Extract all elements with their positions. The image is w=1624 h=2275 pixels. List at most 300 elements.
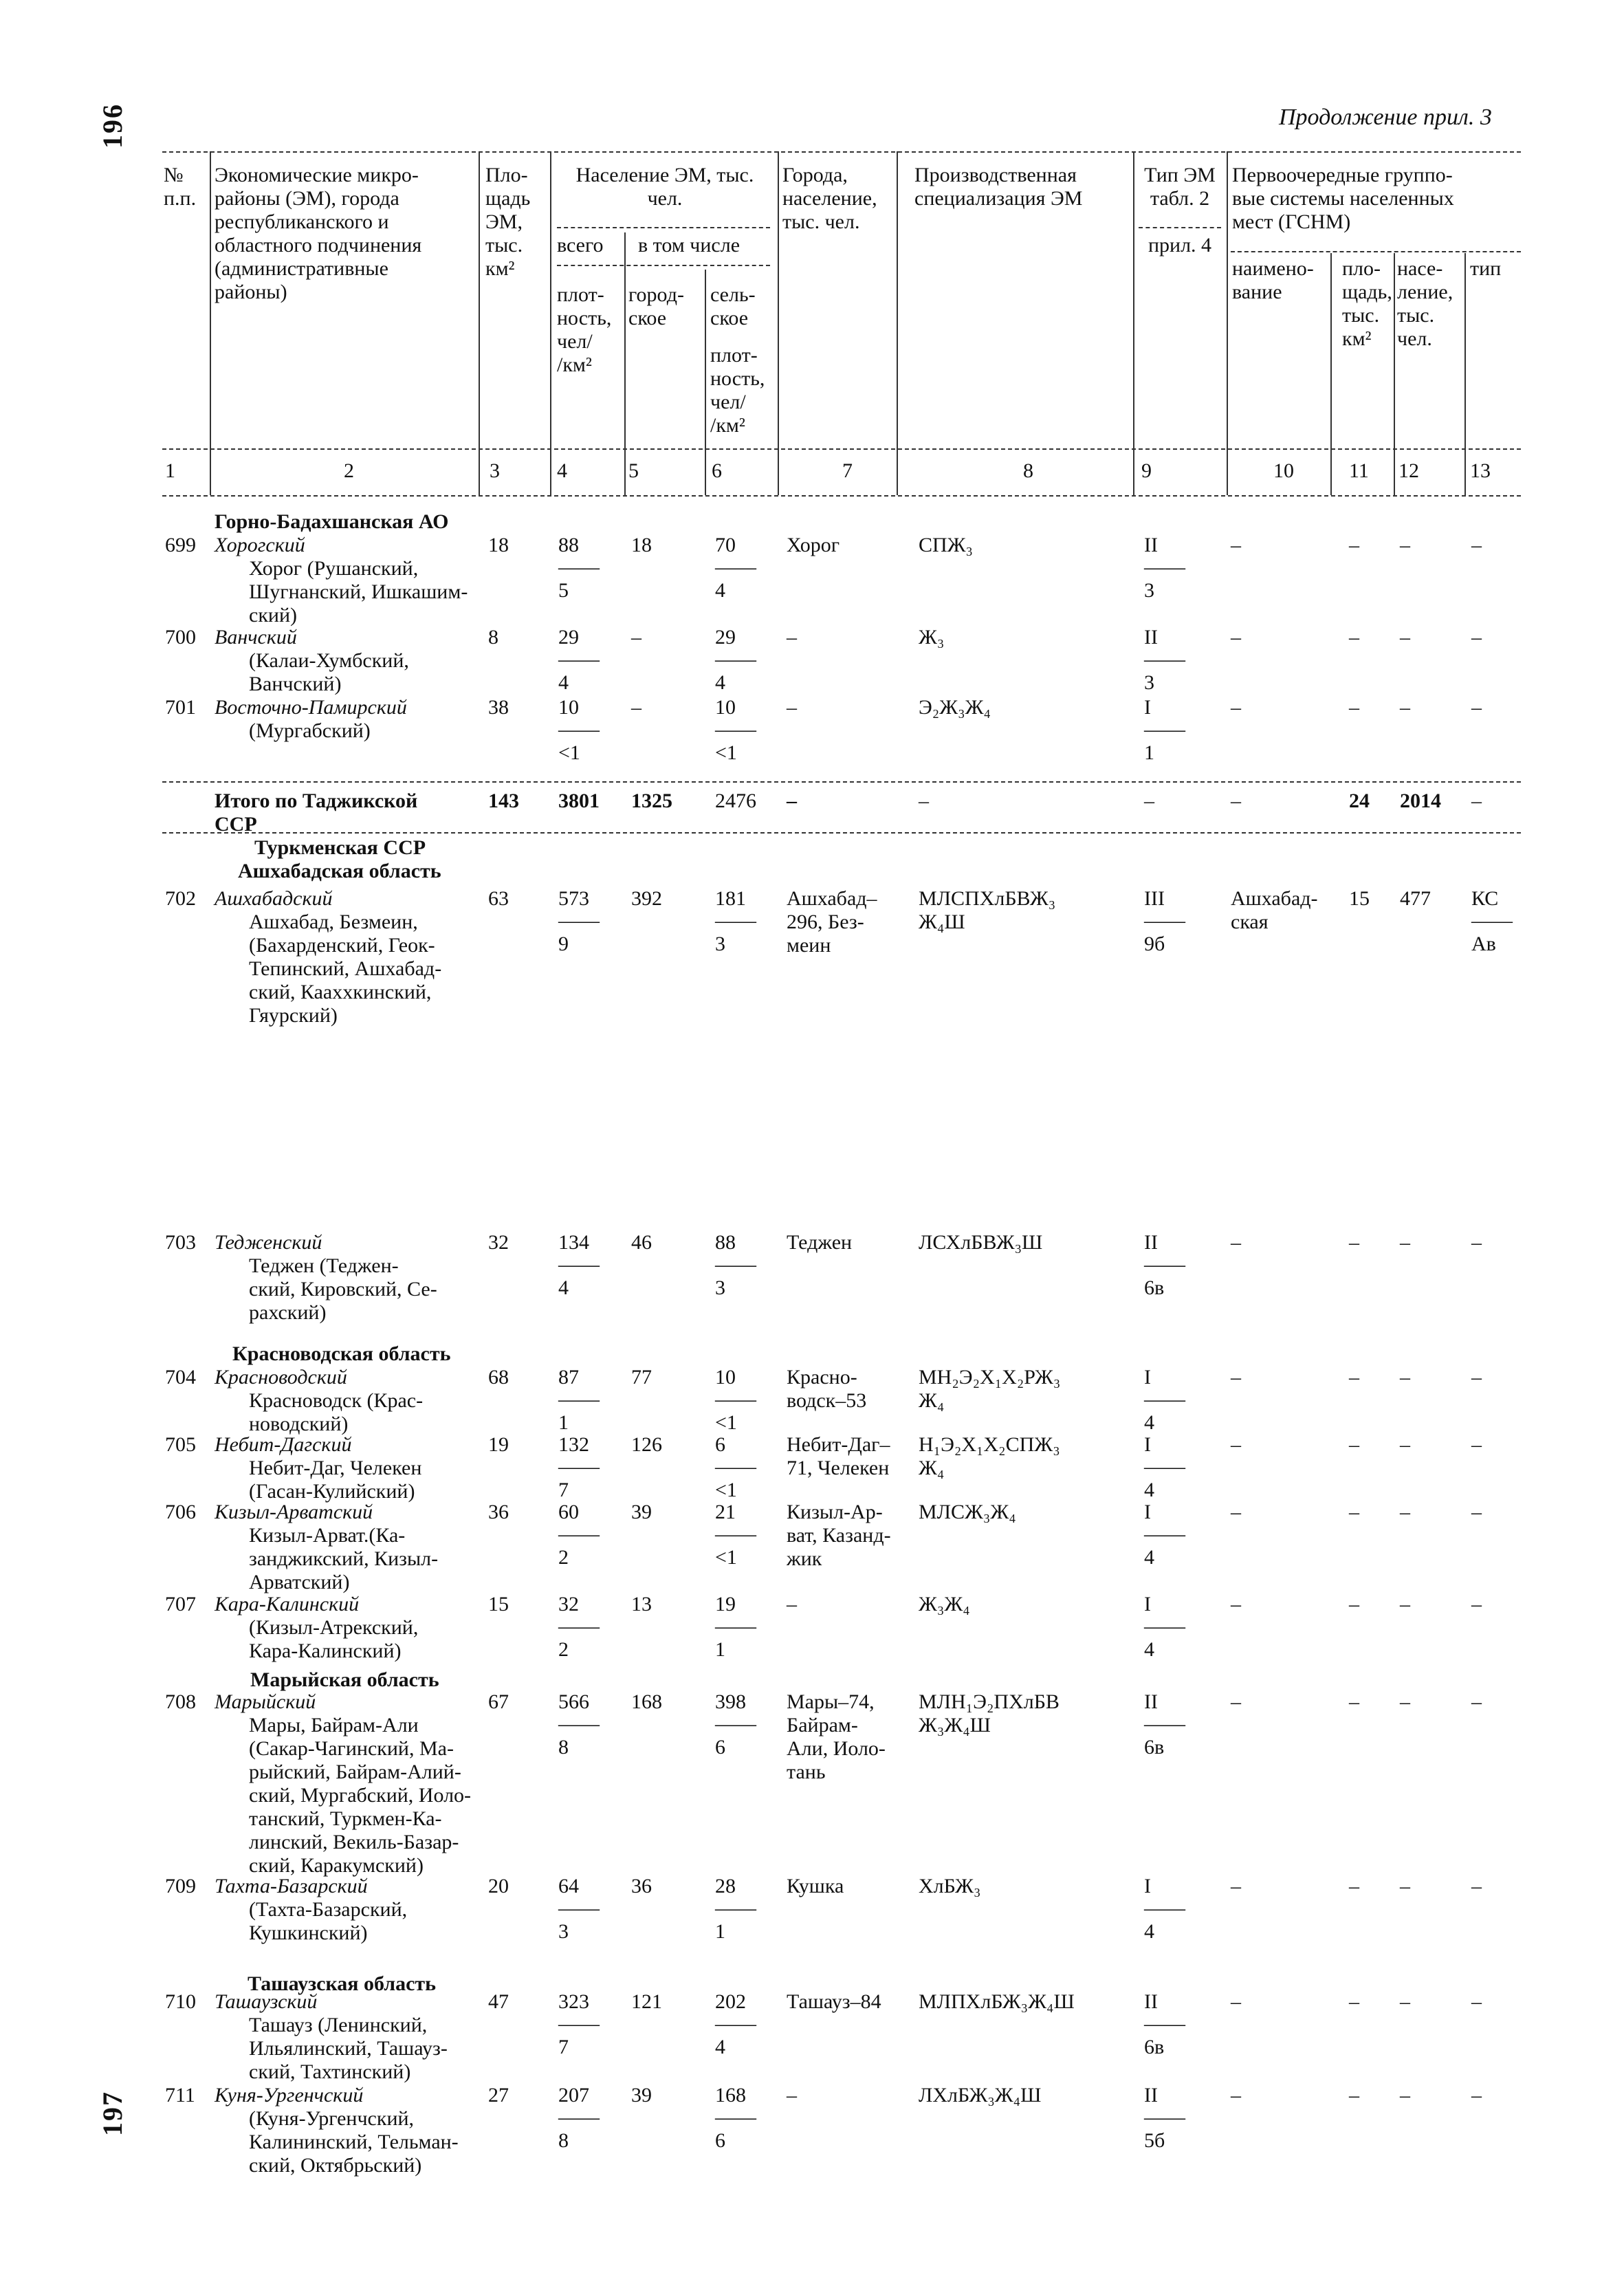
row-rural-density: 1 — [715, 1920, 725, 1943]
colnum: 2 — [344, 459, 354, 482]
row-rural-density: 4 — [715, 671, 725, 694]
row-gsnm-area: – — [1349, 1366, 1359, 1389]
row-total-density: 9 — [558, 933, 569, 955]
row-region-name: Кизыл-Арватский — [215, 1501, 373, 1523]
row-rural-density: <1 — [715, 1546, 737, 1569]
row-total-fraction-bar: —— — [558, 1523, 600, 1545]
row-cities: Ашхабад– 296, Без- меин — [787, 887, 877, 957]
row-urban: 36 — [631, 1875, 652, 1897]
row-region-detail: Теджен (Теджен- ский, Кировский, Се- рахский) — [249, 1254, 437, 1324]
row-type-density: 5б — [1144, 2129, 1165, 2152]
row-rural-value: 398 — [715, 1690, 746, 1713]
row-gsnm-area: – — [1349, 1593, 1359, 1615]
row-specialization: СПЖ₃ — [919, 534, 974, 556]
row-urban: 392 — [631, 887, 662, 910]
row-area: 63 — [488, 887, 509, 910]
row-total-fraction-bar: —— — [558, 909, 600, 932]
row-gsnm-name: – — [1231, 696, 1241, 719]
header-top-rule — [162, 151, 1521, 153]
hdr-vline — [778, 151, 779, 495]
row-total-fraction-bar: —— — [558, 1712, 600, 1735]
row-rural-fraction-bar: —— — [715, 1455, 756, 1478]
row-gsnm-name: – — [1231, 1875, 1241, 1897]
hdr-col7: Города, население, тыс. чел. — [782, 164, 877, 233]
row-gsnm-pop: – — [1400, 696, 1410, 719]
row-rural-density: 1 — [715, 1638, 725, 1661]
section-tash: Ташаузская область — [248, 1972, 436, 1995]
hdr-gsnm: Первоочередные группо- вые системы населенных мест (ГСНМ) — [1232, 164, 1454, 233]
row-specialization: МН₂Э₂Х₁Х₂РЖ₃ Ж₄ — [919, 1366, 1061, 1412]
row-cities: – — [787, 696, 797, 719]
hdr-col1: № п.п. — [164, 164, 197, 210]
row-cities: Мары–74, Байрам- Али, Иоло- тань — [787, 1690, 886, 1783]
row-type-fraction-bar: —— — [1144, 1523, 1185, 1545]
section-total-tadj: Итого по Таджикской ССР — [215, 790, 418, 836]
row-type-fraction-bar: —— — [1144, 909, 1185, 932]
row-total-density: 2 — [558, 1546, 569, 1569]
row-total-density: 7 — [558, 2036, 569, 2058]
row-type-value: I — [1144, 1366, 1151, 1389]
row-number: 703 — [165, 1231, 196, 1254]
row-gsnm-pop: – — [1400, 2084, 1410, 2107]
row-urban: 77 — [631, 1366, 652, 1389]
row-cities: Кизыл-Ар- ват, Казанд- жик — [787, 1501, 891, 1570]
row-region-name: Кара-Калинский — [215, 1593, 360, 1615]
row-total-value: 60 — [558, 1501, 579, 1523]
hdr-vline — [1227, 151, 1228, 495]
row-rural-value: 29 — [715, 626, 736, 649]
hdr-inner-rule — [557, 265, 770, 266]
row-type-density: 4 — [1144, 1546, 1154, 1569]
hdr-col9b: прил. 4 — [1148, 234, 1212, 257]
row-type-value: I — [1144, 696, 1151, 719]
row-rural-density: <1 — [715, 741, 737, 764]
row-urban: 39 — [631, 1501, 652, 1523]
row-rural-density: 3 — [715, 933, 725, 955]
row-region-detail: (Кизыл-Атрекский, Кара-Калинский) — [249, 1616, 419, 1662]
row-cities: Хорог — [787, 534, 840, 556]
row-total-density: 3 — [558, 1920, 569, 1943]
row-type-density: 1 — [1144, 741, 1154, 764]
row-rural-density: 6 — [715, 2129, 725, 2152]
hdr-col3: Пло- щадь ЭМ, тыс. км² — [485, 164, 531, 280]
section-mary: Марыйская область — [250, 1668, 439, 1691]
row-gsnm-pop: 2014 — [1400, 790, 1441, 812]
hdr-vline — [897, 151, 898, 495]
row-type-density: 3 — [1144, 579, 1154, 602]
row-region-detail: Хорог (Рушанский, Шугнанский, Ишкашим- ский) — [249, 557, 468, 627]
row-region-detail: Ашхабад, Безмеин, (Бахарденский, Геок- Тепинский, Ашхабад- ский, Кааххкинский, Гяурский) — [249, 911, 442, 1027]
row-gsnm-pop: – — [1400, 1990, 1410, 2013]
row-total-fraction-bar: —— — [558, 1253, 600, 1276]
colnum: 6 — [712, 459, 722, 482]
row-rural-value: 2476 — [715, 790, 756, 812]
row-gsnm-pop: 477 — [1400, 887, 1431, 910]
section-ashkh: Ашхабадская область — [238, 860, 441, 882]
row-urban: 121 — [631, 1990, 662, 2013]
row-specialization: МЛСПХлБВЖ₃ Ж₄Ш — [919, 887, 1056, 933]
row-rural-value: 88 — [715, 1231, 736, 1254]
row-gsnm-pop: – — [1400, 1593, 1410, 1615]
hdr-col8: Производственная специализация ЭМ — [914, 164, 1083, 210]
hdr-population: Население ЭМ, тыс. чел. — [575, 164, 754, 210]
row-rural-value: 181 — [715, 887, 746, 910]
row-total-fraction-bar: —— — [558, 718, 600, 741]
row-total-density: 8 — [558, 1736, 569, 1759]
row-gsnm-area: – — [1349, 1875, 1359, 1897]
colnum: 7 — [842, 459, 853, 482]
row-gsnm-area: – — [1349, 1690, 1359, 1713]
row-gsnm-area: – — [1349, 1433, 1359, 1456]
row-total-value: 32 — [558, 1593, 579, 1615]
row-gsnm-area: 15 — [1349, 887, 1370, 910]
row-rural-fraction-bar: —— — [715, 2106, 756, 2129]
row-type-value: II — [1144, 626, 1158, 649]
row-rural-fraction-bar: —— — [715, 1388, 756, 1411]
row-gsnm-type-value: – — [1471, 1501, 1482, 1523]
row-gsnm-pop: – — [1400, 534, 1410, 556]
row-rural-fraction-bar: —— — [715, 2012, 756, 2035]
row-urban: 18 — [631, 534, 652, 556]
row-gsnm-type-value: – — [1471, 1875, 1482, 1897]
row-region-name: Хорогский — [215, 534, 305, 556]
row-total-fraction-bar: —— — [558, 1388, 600, 1411]
row-number: 705 — [165, 1433, 196, 1456]
hdr-col11: пло- щадь, тыс. км² — [1342, 257, 1392, 350]
hdr-vline — [624, 232, 626, 495]
row-type-value: II — [1144, 1990, 1158, 2013]
colnum: 13 — [1470, 459, 1491, 482]
row-total-value: 87 — [558, 1366, 579, 1389]
row-number: 702 — [165, 887, 196, 910]
row-area: 19 — [488, 1433, 509, 1456]
row-type-fraction-bar: —— — [1144, 2012, 1185, 2035]
hdr-col4-total: всего — [557, 234, 604, 257]
page-number-top: 196 — [97, 103, 128, 149]
row-gsnm-name: Ашхабад- ская — [1231, 887, 1318, 933]
row-rural-density: 4 — [715, 2036, 725, 2058]
row-gsnm-type-value: – — [1471, 1433, 1482, 1456]
row-type-density: 4 — [1144, 1638, 1154, 1661]
header-bottom-rule — [162, 495, 1521, 497]
row-area: 20 — [488, 1875, 509, 1897]
row-specialization: Н₁Э₂Х₁Х₂СПЖ₃ Ж₄ — [919, 1433, 1060, 1479]
row-gsnm-area: – — [1349, 1990, 1359, 2013]
row-rural-fraction-bar: —— — [715, 909, 756, 932]
hdr-vline — [1133, 151, 1134, 495]
total-top-rule — [162, 781, 1521, 783]
row-type-value: I — [1144, 1875, 1151, 1897]
row-rural-value: 21 — [715, 1501, 736, 1523]
row-total-density: 4 — [558, 1276, 569, 1299]
row-gsnm-type-value: – — [1471, 696, 1482, 719]
row-number: 711 — [165, 2084, 195, 2107]
row-gsnm-name: – — [1231, 1433, 1241, 1456]
row-rural-density: <1 — [715, 1411, 737, 1434]
row-type-density: 3 — [1144, 671, 1154, 694]
row-area: 8 — [488, 626, 498, 649]
row-type-value: II — [1144, 1690, 1158, 1713]
header-mid-rule — [162, 448, 1521, 450]
row-cities: Теджен — [787, 1231, 853, 1254]
row-type-fraction-bar: —— — [1144, 1897, 1185, 1919]
row-gsnm-type-value: – — [1471, 1593, 1482, 1615]
row-rural-fraction-bar: —— — [715, 1253, 756, 1276]
row-specialization: Ж₃Ж₄ — [919, 1593, 970, 1615]
row-area: 47 — [488, 1990, 509, 2013]
colnum: 8 — [1023, 459, 1033, 482]
hdr-col6-density: плот- ность, чел/ /км² — [710, 344, 765, 437]
row-type-value: I — [1144, 1501, 1151, 1523]
row-rural-value: 202 — [715, 1990, 746, 2013]
row-region-detail: Мары, Байрам-Али (Сакар-Чагинский, Ма- рыйский, Байрам-Алий- ский, Мургабский, Иоло- танский, Туркмен-Ка- линский, Векиль-Базар- ский, Каракумский) — [249, 1714, 472, 1877]
row-gsnm-pop: – — [1400, 1231, 1410, 1254]
row-rural-fraction-bar: —— — [715, 1615, 756, 1637]
row-gsnm-pop: – — [1400, 1875, 1410, 1897]
hdr-vline — [1330, 253, 1332, 495]
row-area: 143 — [488, 790, 519, 812]
row-total-fraction-bar: —— — [558, 1897, 600, 1919]
row-number: 699 — [165, 534, 196, 556]
section-krasn: Красноводская область — [232, 1342, 451, 1365]
hdr-col5: город- ское — [628, 283, 684, 329]
row-gsnm-type-value: – — [1471, 790, 1482, 812]
hdr-inner-rule — [557, 227, 770, 228]
row-total-fraction-bar: —— — [558, 2106, 600, 2129]
row-number: 709 — [165, 1875, 196, 1897]
hdr-vline — [705, 270, 706, 495]
row-region-detail: (Мургабский) — [249, 719, 371, 742]
row-urban: 1325 — [631, 790, 672, 812]
row-total-fraction-bar: —— — [558, 2012, 600, 2035]
row-rural-density: 3 — [715, 1276, 725, 1299]
row-gsnm-area: – — [1349, 2084, 1359, 2107]
row-specialization: Ж₃ — [919, 626, 945, 649]
row-gsnm-type-value: КС — [1471, 887, 1499, 910]
row-number: 701 — [165, 696, 196, 719]
row-area: 27 — [488, 2084, 509, 2107]
row-cities: Кушка — [787, 1875, 844, 1897]
row-total-value: 134 — [558, 1231, 589, 1254]
row-cities: – — [787, 1593, 797, 1615]
page-number-bottom: 197 — [97, 2091, 128, 2136]
row-urban: 46 — [631, 1231, 652, 1254]
row-rural-fraction-bar: —— — [715, 648, 756, 671]
row-area: 32 — [488, 1231, 509, 1254]
row-region-name: Тахта-Базарский — [215, 1875, 368, 1897]
row-gsnm-area: – — [1349, 1501, 1359, 1523]
row-urban: – — [631, 696, 641, 719]
row-region-name: Марыйский — [215, 1690, 316, 1713]
row-total-fraction-bar: —— — [558, 1455, 600, 1478]
row-gsnm-name: – — [1231, 790, 1241, 812]
row-gsnm-area: 24 — [1349, 790, 1370, 812]
row-type-value: II — [1144, 2084, 1158, 2107]
row-rural-value: 10 — [715, 1366, 736, 1389]
row-gsnm-name: – — [1231, 626, 1241, 649]
row-type-density: 6в — [1144, 1736, 1165, 1759]
row-urban: 168 — [631, 1690, 662, 1713]
row-rural-fraction-bar: —— — [715, 1897, 756, 1919]
row-type-density: 6в — [1144, 1276, 1165, 1299]
section-gorno: Горно-Бадахшанская АО — [215, 510, 449, 533]
row-cities: – — [787, 790, 797, 812]
row-gsnm-type-value: – — [1471, 2084, 1482, 2107]
row-region-detail: Ташауз (Ленинский, Ильялинский, Ташауз- ский, Тахтинский) — [249, 2014, 448, 2083]
row-specialization: МЛН₁Э₂ПХлБВ Ж₃Ж₄Ш — [919, 1690, 1060, 1737]
row-type-fraction-bar: —— — [1144, 1388, 1185, 1411]
hdr-col6: сель- ское — [710, 283, 756, 329]
hdr-including: в том числе — [638, 234, 740, 257]
row-gsnm-name: – — [1231, 534, 1241, 556]
hdr-col10: наимено- вание — [1232, 257, 1314, 303]
row-area: 38 — [488, 696, 509, 719]
row-total-value: 29 — [558, 626, 579, 649]
hdr-vline — [1394, 253, 1395, 495]
row-type-fraction-bar: —— — [1144, 1712, 1185, 1735]
hdr-col12: насе- ление, тыс. чел. — [1397, 257, 1453, 350]
row-type-value: II — [1144, 534, 1158, 556]
row-total-fraction-bar: —— — [558, 556, 600, 578]
row-gsnm-type-density: Ав — [1471, 933, 1496, 955]
row-rural-value: 168 — [715, 2084, 746, 2107]
row-total-density: <1 — [558, 741, 580, 764]
row-type-value: III — [1144, 887, 1165, 910]
continuation-note: Продолжение прил. 3 — [1279, 105, 1492, 130]
row-specialization: ЛХлБЖ₃Ж₄Ш — [919, 2084, 1042, 2107]
row-gsnm-type-value: – — [1471, 1231, 1482, 1254]
row-type-value: – — [1144, 790, 1154, 812]
row-rural-value: 19 — [715, 1593, 736, 1615]
row-urban: – — [631, 626, 641, 649]
row-area: 67 — [488, 1690, 509, 1713]
row-cities: Ташауз–84 — [787, 1990, 881, 2013]
colnum: 9 — [1141, 459, 1152, 482]
row-specialization: – — [919, 790, 929, 812]
row-gsnm-type-fraction-bar: —— — [1471, 909, 1513, 932]
row-type-fraction-bar: —— — [1144, 718, 1185, 741]
row-total-value: 132 — [558, 1433, 589, 1456]
row-region-detail: (Калаи-Хумбский, Ванчский) — [249, 649, 409, 695]
row-area: 36 — [488, 1501, 509, 1523]
row-type-fraction-bar: —— — [1144, 1615, 1185, 1637]
colnum: 11 — [1349, 459, 1369, 482]
colnum: 10 — [1273, 459, 1294, 482]
row-total-fraction-bar: —— — [558, 648, 600, 671]
colnum: 3 — [490, 459, 500, 482]
hdr-vline — [550, 151, 551, 495]
row-type-fraction-bar: —— — [1144, 648, 1185, 671]
row-total-value: 10 — [558, 696, 579, 719]
row-total-density: 4 — [558, 671, 569, 694]
row-region-detail: Красноводск (Крас- новодский) — [249, 1389, 424, 1435]
row-gsnm-area: – — [1349, 1231, 1359, 1254]
row-gsnm-area: – — [1349, 626, 1359, 649]
row-rural-value: 28 — [715, 1875, 736, 1897]
row-total-value: 573 — [558, 887, 589, 910]
row-rural-density: 4 — [715, 579, 725, 602]
colnum: 1 — [165, 459, 175, 482]
row-region-name: Восточно-Памирский — [215, 696, 407, 719]
row-area: 15 — [488, 1593, 509, 1615]
row-total-value: 566 — [558, 1690, 589, 1713]
row-region-name: Ташаузский — [215, 1990, 318, 2013]
section-turkm: Туркменская ССР — [254, 836, 426, 859]
row-gsnm-pop: – — [1400, 1501, 1410, 1523]
row-gsnm-area: – — [1349, 534, 1359, 556]
hdr-inner-rule — [1231, 251, 1521, 252]
row-total-fraction-bar: —— — [558, 1615, 600, 1637]
row-rural-density: <1 — [715, 1479, 737, 1501]
row-rural-fraction-bar: —— — [715, 1712, 756, 1735]
row-total-density: 7 — [558, 1479, 569, 1501]
hdr-vline — [1464, 253, 1466, 495]
row-region-name: Небит-Дагский — [215, 1433, 352, 1456]
colnum: 12 — [1398, 459, 1419, 482]
row-type-density: 4 — [1144, 1411, 1154, 1434]
row-cities: – — [787, 626, 797, 649]
row-type-fraction-bar: —— — [1144, 1253, 1185, 1276]
row-number: 706 — [165, 1501, 196, 1523]
row-gsnm-area: – — [1349, 696, 1359, 719]
row-urban: 39 — [631, 2084, 652, 2107]
row-specialization: МЛПХлБЖ₃Ж₄Ш — [919, 1990, 1075, 2013]
row-number: 708 — [165, 1690, 196, 1713]
colnum: 5 — [628, 459, 639, 482]
row-type-fraction-bar: —— — [1144, 2106, 1185, 2129]
row-gsnm-type-value: – — [1471, 1990, 1482, 2013]
row-region-name: Ашхабадский — [215, 887, 333, 910]
row-total-value: 64 — [558, 1875, 579, 1897]
row-rural-fraction-bar: —— — [715, 1523, 756, 1545]
row-gsnm-name: – — [1231, 1366, 1241, 1389]
row-total-value: 323 — [558, 1990, 589, 2013]
row-area: 68 — [488, 1366, 509, 1389]
row-type-density: 6в — [1144, 2036, 1165, 2058]
row-number: 710 — [165, 1990, 196, 2013]
hdr-col4-density: плот- ность, чел/ /км² — [557, 283, 612, 376]
row-type-value: II — [1144, 1231, 1158, 1254]
row-gsnm-type-value: – — [1471, 534, 1482, 556]
row-rural-density: 6 — [715, 1736, 725, 1759]
row-region-detail: Кизыл-Арват.(Ка- занджикский, Кизыл- Арватский) — [249, 1524, 439, 1593]
row-total-density: 5 — [558, 579, 569, 602]
row-region-detail: (Тахта-Базарский, Кушкинский) — [249, 1898, 408, 1944]
row-region-detail: (Куня-Ургенчский, Калининский, Тельман- ский, Октябрьский) — [249, 2107, 459, 2177]
row-region-detail: Небит-Даг, Челекен (Гасан-Кулийский) — [249, 1457, 422, 1503]
row-number: 704 — [165, 1366, 196, 1389]
row-type-density: 9б — [1144, 933, 1165, 955]
row-rural-value: 10 — [715, 696, 736, 719]
row-cities: Небит-Даг– 71, Челекен — [787, 1433, 890, 1479]
row-type-value: I — [1144, 1593, 1151, 1615]
row-type-value: I — [1144, 1433, 1151, 1456]
row-gsnm-name: – — [1231, 1690, 1241, 1713]
row-gsnm-pop: – — [1400, 1690, 1410, 1713]
row-cities: – — [787, 2084, 797, 2107]
row-gsnm-pop: – — [1400, 626, 1410, 649]
row-total-density: 1 — [558, 1411, 569, 1434]
row-number: 707 — [165, 1593, 196, 1615]
row-rural-value: 6 — [715, 1433, 725, 1456]
hdr-col2: Экономические микро- районы (ЭМ), города республиканского и областного подчинения (административные районы) — [215, 164, 422, 303]
row-gsnm-name: – — [1231, 1231, 1241, 1254]
row-rural-value: 70 — [715, 534, 736, 556]
hdr-vline — [479, 151, 480, 495]
row-gsnm-name: – — [1231, 1501, 1241, 1523]
row-gsnm-name: – — [1231, 1593, 1241, 1615]
row-number: 700 — [165, 626, 196, 649]
